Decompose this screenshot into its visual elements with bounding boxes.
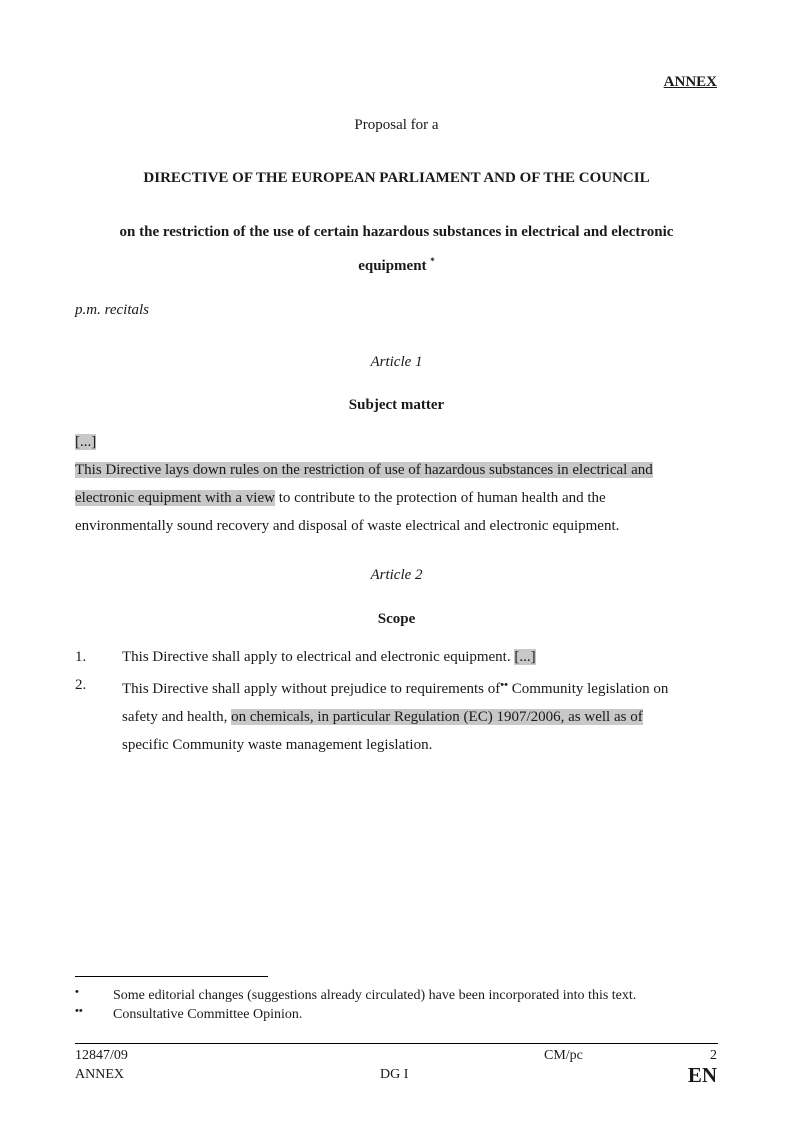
list-item-text-a: This Directive shall apply without prejudice to requirements of: [122, 681, 501, 697]
article-1-text-1: to contribute to the protection of human health and the: [274, 490, 606, 506]
footer-doc-number: 12847/09: [75, 1048, 128, 1063]
proposal-line: Proposal for a: [354, 117, 439, 133]
footer-page-number: 2: [710, 1048, 717, 1063]
document-title: DIRECTIVE OF THE EUROPEAN PARLIAMENT AND OF THE COUNCIL: [143, 170, 650, 186]
article-1-body: [75, 428, 720, 540]
footer-dg: DG I: [380, 1067, 409, 1082]
subtitle-line-2: [0, 247, 793, 281]
list-item-text-c: safety and health,: [122, 709, 232, 725]
footnote: [75, 986, 735, 1005]
footer-divider: [75, 1043, 718, 1044]
list-item-number: 2.: [75, 677, 87, 693]
list-item-number: 1.: [75, 649, 87, 665]
footer-language: EN: [687, 1063, 717, 1087]
list-item-highlight: [...]: [514, 649, 536, 665]
annex-label: ANNEX: [663, 74, 717, 90]
footer-initials: CM/pc: [544, 1048, 583, 1063]
list-item: [75, 671, 720, 759]
footer-annex: ANNEX: [75, 1067, 124, 1082]
footnote-ref-mark: ••: [500, 679, 508, 691]
subtitle-footnote-mark: *: [430, 256, 435, 266]
list-item-text: This Directive shall apply to electrical and electronic equipment.: [122, 649, 515, 665]
subtitle-equipment: equipment: [358, 258, 427, 274]
article-1-ellipsis: [...]: [75, 434, 97, 450]
recitals-note: p.m. recitals: [75, 302, 150, 318]
article-2-title: Scope: [377, 611, 416, 627]
document-subtitle: [0, 218, 793, 281]
article-1-title: Subject matter: [348, 397, 445, 413]
article-1-highlight-1: This Directive lays down rules on the restriction of use of hazardous substances in electrical and: [75, 462, 653, 478]
list-item-text-b: Community legislation on: [507, 681, 669, 697]
subtitle-line-1: on the restriction of the use of certain hazardous substances in electrical and electronic: [119, 224, 674, 240]
footnote-mark: •: [75, 986, 79, 998]
article-2-list: [75, 643, 720, 759]
article-1-text-2: environmentally sound recovery and disposal of waste electrical and electronic equipment.: [75, 518, 620, 534]
article-2-number: Article 2: [370, 567, 423, 583]
footnote-text: Consultative Committee Opinion.: [113, 1007, 303, 1022]
list-item-highlight: on chemicals, in particular Regulation (EC) 1907/2006, as well as of: [231, 709, 643, 725]
list-item-text-d: specific Community waste management legislation.: [122, 737, 433, 753]
footnotes: [75, 986, 735, 1024]
article-1-highlight-2: electronic equipment with a view: [75, 490, 275, 506]
footnote-mark: ••: [75, 1005, 83, 1017]
footnote: [75, 1005, 735, 1024]
footnote-text: Some editorial changes (suggestions already circulated) have been incorporated into this text.: [113, 988, 637, 1003]
article-1-number: Article 1: [370, 354, 423, 370]
list-item: [75, 643, 720, 671]
footnote-divider: [75, 976, 268, 977]
